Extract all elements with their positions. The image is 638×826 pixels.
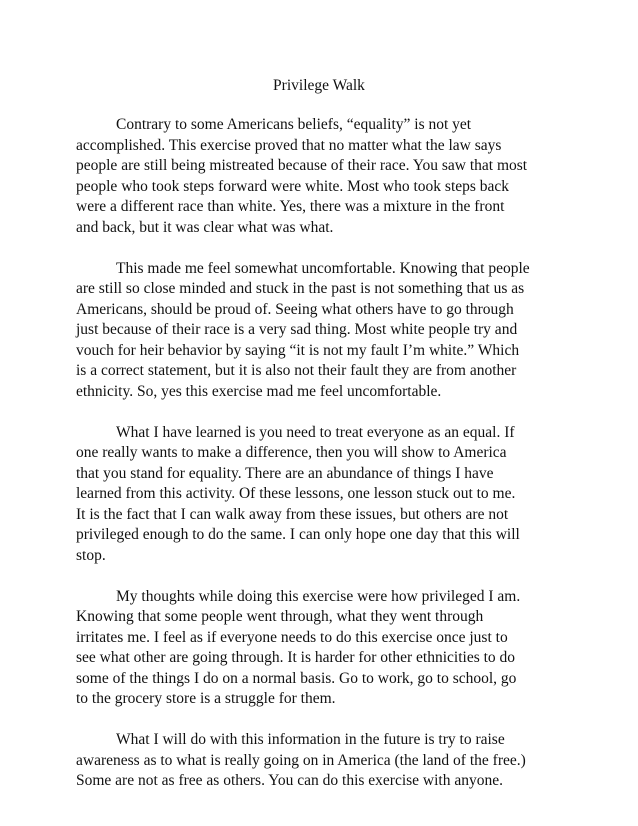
paragraph-line: people who took steps forward were white. Most who took steps back — [76, 177, 510, 195]
paragraph-line: vouch for heir behavior by saying “it is not my fault I’m white.” Which — [76, 341, 520, 359]
paragraph-line: Americans, should be proud of. Seeing what others have to go through — [76, 300, 514, 318]
paragraph-line: one really wants to make a difference, then you will show to America — [76, 444, 507, 461]
paragraph-line: some of the things I do on a normal basis. Go to work, go to school, go — [76, 669, 517, 687]
paragraph-5 — [76, 730, 566, 792]
paragraph-line: ethnicity. So, yes this exercise mad me feel uncomfortable. — [76, 382, 442, 400]
paragraph-line: that you stand for equality. There are an abundance of things I have — [76, 464, 494, 482]
paragraph-line: Contrary to some Americans beliefs, “equality” is not yet — [116, 116, 472, 133]
paragraph-line: see what other are going through. It is harder for other ethnicities to do — [76, 649, 516, 666]
paragraph-line: This made me feel somewhat uncomfortable. Knowing that people — [116, 259, 530, 277]
paragraph-line: accomplished. This exercise proved that no matter what the law says — [76, 136, 502, 154]
document-title: Privilege Walk — [273, 77, 365, 94]
paragraph-line: to the grocery store is a struggle for them. — [76, 690, 336, 707]
paragraph-line: people are still being mistreated because of their race. You saw that most — [76, 157, 528, 174]
paragraph-line: What I will do with this information in the future is try to raise — [116, 731, 505, 748]
paragraph-line: stop. — [76, 546, 106, 564]
paragraph-line: and back, but it was clear what was what. — [76, 218, 334, 236]
paragraph-line: Some are not as free as others. You can do this exercise with anyone. — [76, 772, 503, 789]
paragraph-2 — [76, 259, 566, 403]
document-body — [76, 115, 566, 812]
paragraph-line: were a different race than white. Yes, there was a mixture in the front — [76, 198, 505, 215]
paragraph-line: It is the fact that I can walk away from these issues, but others are not — [76, 505, 509, 523]
paragraph-1 — [76, 115, 566, 238]
paragraph-line: are still so close minded and stuck in the past is not something that us as — [76, 280, 525, 297]
paragraph-line: just because of their race is a very sad thing. Most white people try and — [76, 321, 518, 338]
paragraph-line: My thoughts while doing this exercise were how privileged I am. — [116, 587, 521, 605]
paragraph-line: irritates me. I feel as if everyone needs to do this exercise once just to — [76, 628, 508, 646]
paragraph-4 — [76, 587, 566, 710]
paragraph-line: Knowing that some people went through, what they went through — [76, 608, 484, 625]
paragraph-line: privileged enough to do the same. I can only hope one day that this will — [76, 526, 520, 543]
paragraph-line: awareness as to what is really going on in America (the land of the free.) — [76, 751, 526, 769]
paragraph-line: is a correct statement, but it is also not their fault they are from another — [76, 362, 517, 379]
paragraph-line: learned from this activity. Of these lessons, one lesson stuck out to me. — [76, 485, 516, 502]
paragraph-3 — [76, 423, 566, 567]
paragraph-line: What I have learned is you need to treat everyone as an equal. If — [116, 423, 515, 441]
